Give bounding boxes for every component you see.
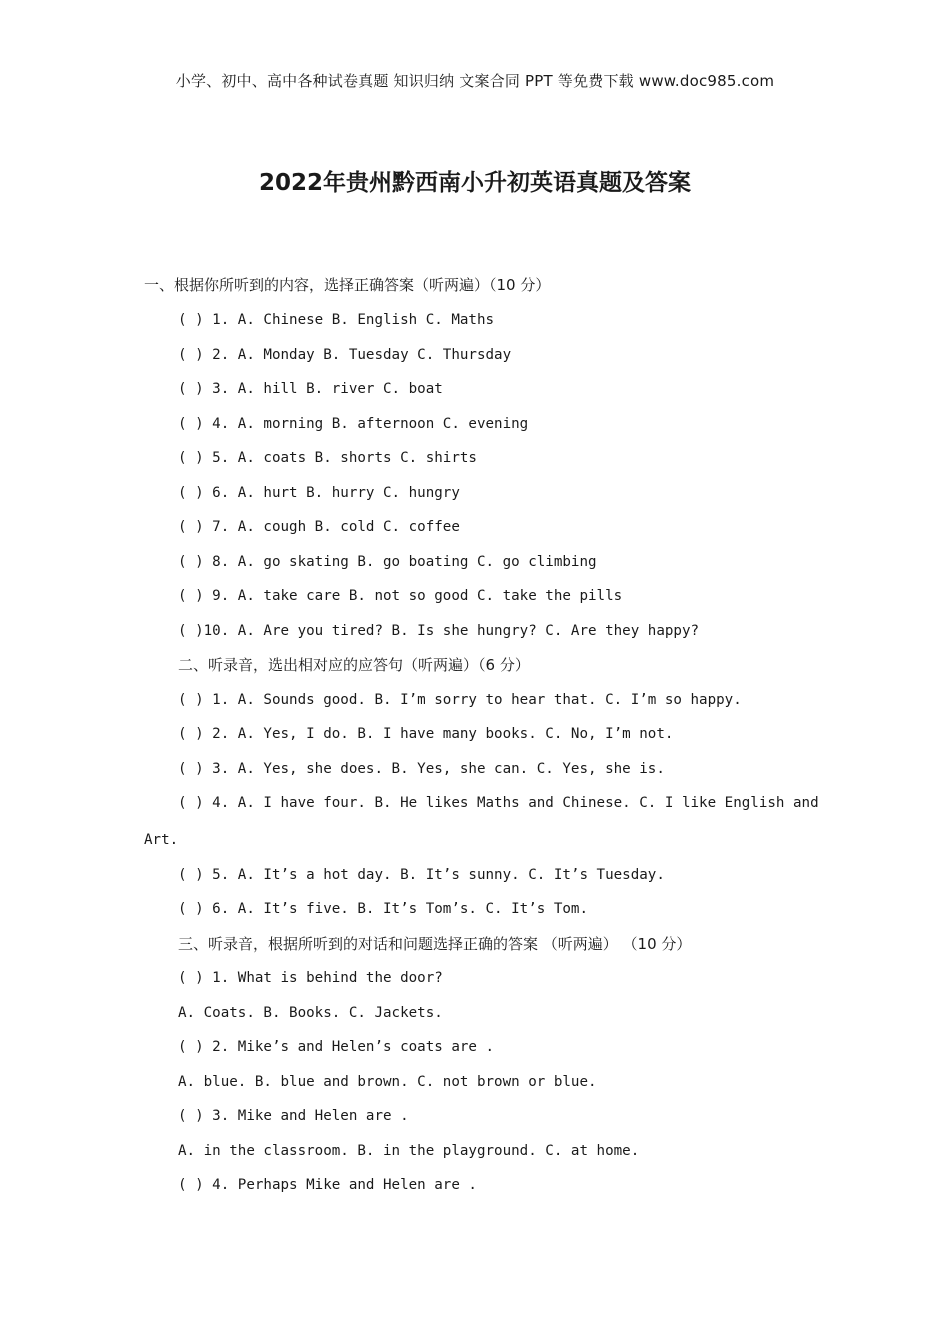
question-line: ( ) 4. A. morning B. afternoon C. evening (178, 415, 529, 432)
question-line: ( ) 9. A. take care B. not so good C. take the pills (178, 588, 623, 604)
question-line: ( ) 1. What is behind the door? (178, 970, 443, 986)
question-line: ( ) 2. A. Monday B. Tuesday C. Thursday (178, 346, 512, 363)
section2-heading: 二、听录音，选出相对应的应答句（听两遍）（6 分） (178, 656, 530, 674)
question-line: ( ) 3. Mike and Helen are . (178, 1108, 409, 1124)
question-line-continuation: Art. (144, 832, 179, 848)
section1-heading: 一、根据你所听到的内容，选择正确答案（听两遍）（10 分） (144, 276, 551, 294)
question-line: ( )10. A. Are you tired? B. Is she hungry? C. Are they happy? (178, 622, 700, 639)
question-line: ( ) 4. Perhaps Mike and Helen are . (178, 1177, 477, 1193)
question-list (0, 309, 950, 1209)
question-line: ( ) 6. A. It’s five. B. It’s Tom’s. C. It’s Tom. (178, 901, 588, 917)
question-line: ( ) 7. A. cough B. cold C. coffee (178, 519, 460, 535)
answer-options-line: A. blue. B. blue and brown. C. not brown or blue. (178, 1073, 597, 1090)
question-line: ( ) 3. A. hill B. river C. boat (178, 381, 443, 397)
question-line: ( ) 6. A. hurt B. hurry C. hungry (178, 484, 460, 501)
question-line: ( ) 5. A. coats B. shorts C. shirts (178, 450, 477, 466)
question-line: ( ) 3. A. Yes, she does. B. Yes, she can. C. Yes, she is. (178, 760, 665, 777)
question-line: ( ) 8. A. go skating B. go boating C. go climbing (178, 553, 597, 570)
answer-options-line: A. in the classroom. B. in the playground. C. at home. (178, 1142, 640, 1159)
answer-options-line: A. Coats. B. Books. C. Jackets. (178, 1004, 443, 1021)
question-line: ( ) 2. A. Yes, I do. B. I have many books. C. No, I’m not. (178, 726, 674, 742)
site-banner: 小学、初中、高中各种试卷真题 知识归纳 文案合同 PPT 等免费下载 www.doc985.com (175, 72, 775, 90)
question-line: ( ) 5. A. It’s a hot day. B. It’s sunny. C. It’s Tuesday. (178, 866, 665, 883)
question-line: ( ) 1. A. Chinese B. English C. Maths (178, 312, 495, 328)
question-line: ( ) 1. A. Sounds good. B. I’m sorry to hear that. C. I’m so happy. (178, 691, 742, 708)
question-line: ( ) 4. A. I have four. B. He likes Maths and Chinese. C. I like English and (178, 795, 819, 811)
question-line: ( ) 2. Mike’s and Helen’s coats are . (178, 1039, 495, 1055)
document-title: 2022年贵州黔西南小升初英语真题及答案 (258, 170, 691, 196)
section3-heading: 三、听录音，根据所听到的对话和问题选择正确的答案 （听两遍） （10 分） (178, 934, 692, 953)
